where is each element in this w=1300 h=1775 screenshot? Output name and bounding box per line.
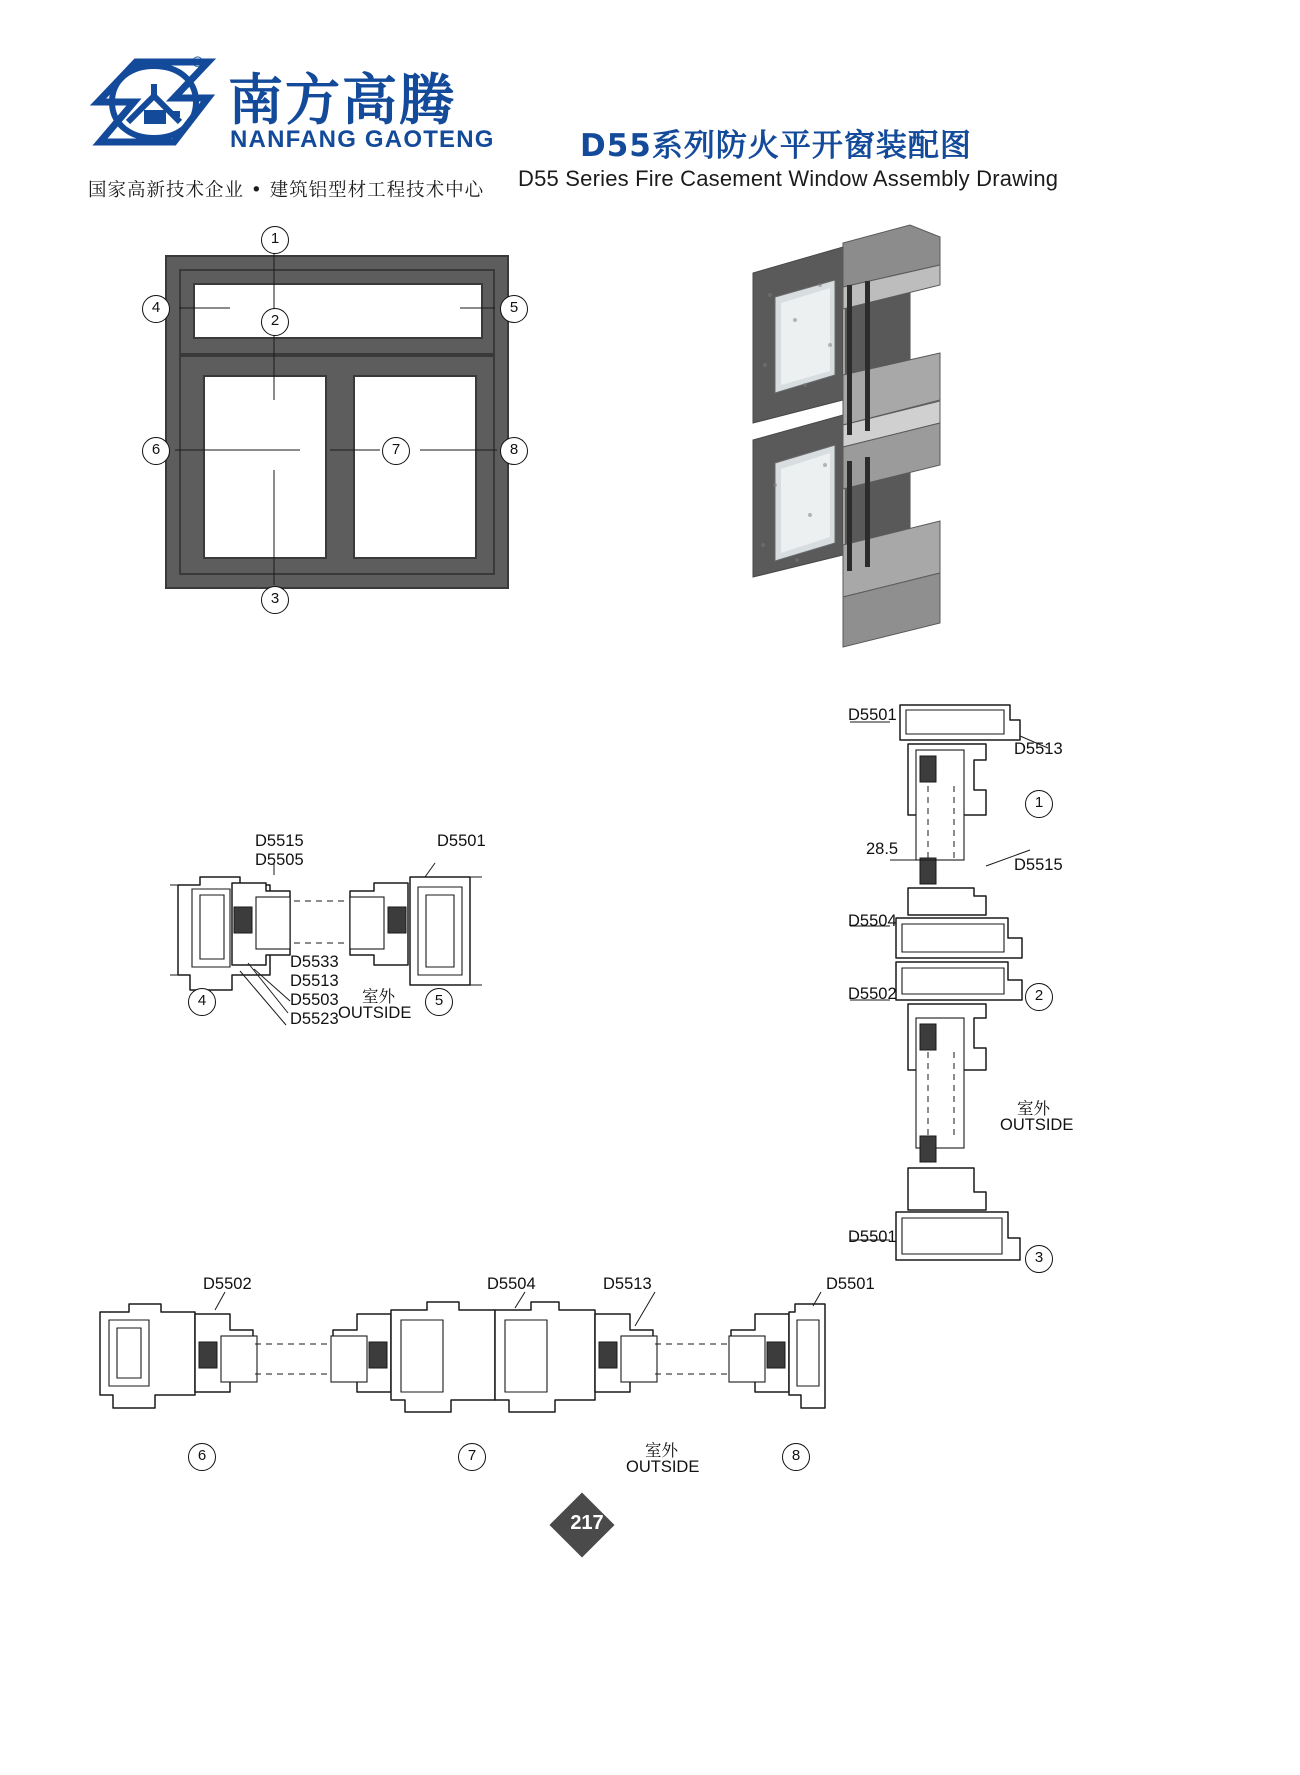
elevation-callout-2[interactable]: 2	[261, 308, 289, 336]
detail-6-7-8-outside-cn: 室外	[645, 1441, 678, 1460]
elevation-transom-pane	[193, 283, 483, 339]
detail-section-6-7-8	[95, 1300, 835, 1430]
detail-6-label-d5502: D5502	[203, 1275, 252, 1293]
detail-callout-1[interactable]: 1	[1025, 790, 1053, 818]
detail-4-5-outside-en: OUTSIDE	[338, 1004, 412, 1022]
detail-callout-3[interactable]: 3	[1025, 1245, 1053, 1273]
detail-1-label-d5515: D5515	[1014, 856, 1063, 874]
elevation-callout-1[interactable]: 1	[261, 226, 289, 254]
detail-3-label-d5501: D5501	[848, 1228, 897, 1246]
detail-callout-4[interactable]: 4	[188, 988, 216, 1016]
detail-4-5-label-d5513: D5513	[290, 972, 339, 990]
detail-1-label-d5513: D5513	[1014, 740, 1063, 758]
brand-name-en: NANFANG GAOTENG	[230, 126, 495, 153]
elevation-callout-3[interactable]: 3	[261, 586, 289, 614]
detail-4-5-label-d5515: D5515	[255, 832, 304, 850]
elevation-left-sash-pane	[203, 375, 327, 559]
elevation-right-sash-pane	[353, 375, 477, 559]
detail-4-5-outside-cn: 室外	[362, 987, 395, 1006]
detail-dimension-28-5: 28.5	[866, 840, 899, 858]
detail-4-5-label-d5505: D5505	[255, 851, 304, 869]
detail-4-5-label-d5533: D5533	[290, 953, 339, 971]
detail-section-1-2-3	[890, 700, 1130, 1300]
detail-8-label-d5501: D5501	[826, 1275, 875, 1293]
detail-7-label-d5504: D5504	[487, 1275, 536, 1293]
detail-callout-6[interactable]: 6	[188, 1443, 216, 1471]
detail-callout-5[interactable]: 5	[425, 988, 453, 1016]
elevation-callout-4[interactable]: 4	[142, 295, 170, 323]
detail-callout-2[interactable]: 2	[1025, 983, 1053, 1011]
detail-4-5-label-d5503: D5503	[290, 991, 339, 1009]
detail-1-label-d5501: D5501	[848, 706, 897, 724]
elevation-callout-6[interactable]: 6	[142, 437, 170, 465]
window-elevation-drawing	[165, 255, 509, 589]
elevation-callout-5[interactable]: 5	[500, 295, 528, 323]
brand-name-cn: 南方高腾	[228, 68, 457, 132]
detail-4-5-label-d5523: D5523	[290, 1010, 339, 1028]
elevation-callout-7[interactable]: 7	[382, 437, 410, 465]
company-tagline: 国家高新技术企业 • 建筑铝型材工程技术中心	[88, 180, 485, 201]
drawing-title-cn: D55系列防火平开窗装配图	[580, 128, 972, 164]
detail-1-2-3-outside-cn: 室外	[1017, 1099, 1050, 1118]
page-number: 217	[570, 1512, 604, 1534]
detail-1-2-3-outside-en: OUTSIDE	[1000, 1116, 1074, 1134]
elevation-callout-8[interactable]: 8	[500, 437, 528, 465]
detail-6-7-8-outside-en: OUTSIDE	[626, 1458, 700, 1476]
detail-2-label-d5504: D5504	[848, 912, 897, 930]
company-logo	[88, 48, 495, 213]
isometric-profile-render	[735, 225, 1135, 650]
detail-callout-8[interactable]: 8	[782, 1443, 810, 1471]
elevation-transom-rail	[181, 353, 493, 357]
detail-callout-7[interactable]: 7	[458, 1443, 486, 1471]
detail-7-label-d5513: D5513	[603, 1275, 652, 1293]
drawing-title-en: D55 Series Fire Casement Window Assembly Drawing	[518, 166, 1059, 191]
page-number-badge	[551, 1498, 623, 1550]
detail-2-label-d5502: D5502	[848, 985, 897, 1003]
detail-4-5-label-d5501: D5501	[437, 832, 486, 850]
registered-trademark-icon: ®	[192, 54, 204, 71]
